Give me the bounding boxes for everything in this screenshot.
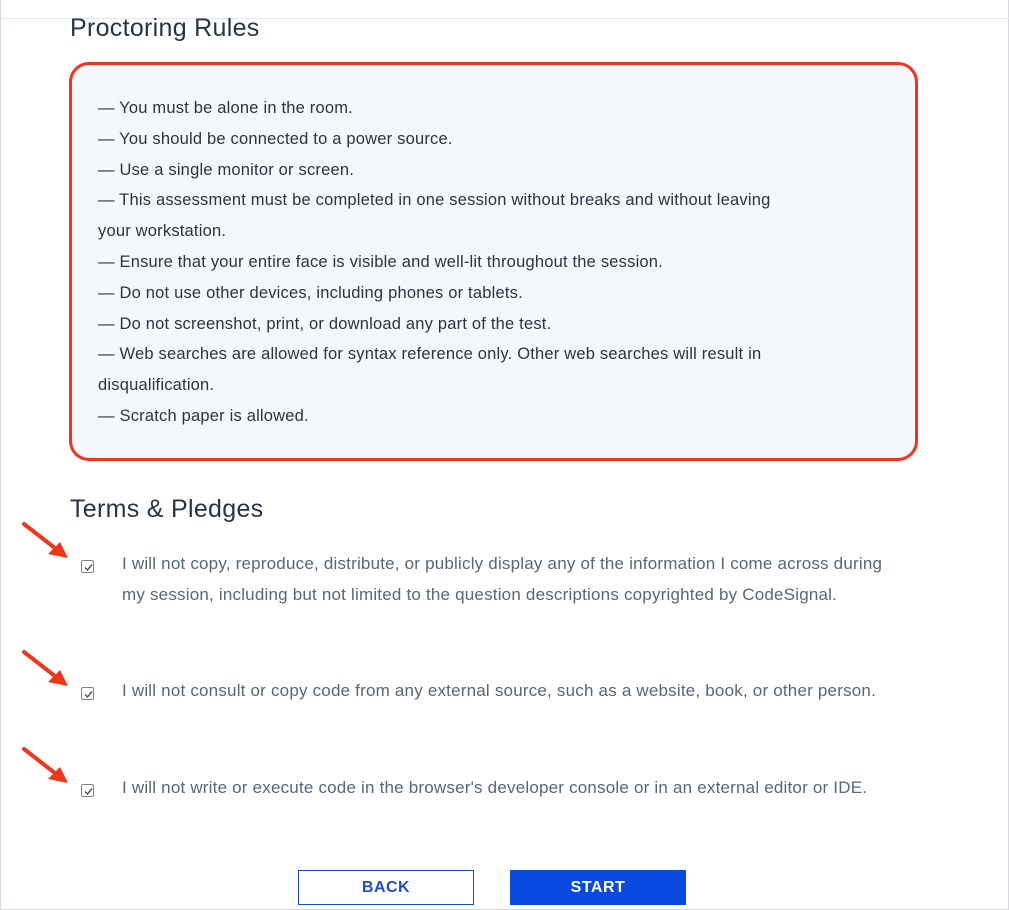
red-arrow-icon [20,648,72,690]
rule-line: — This assessment must be completed in one session without breaks and without leaving [98,191,771,210]
pledge-checkbox[interactable] [81,560,94,573]
pledge-checkbox[interactable] [81,687,94,700]
rule-line: — Do not screenshot, print, or download any part of the test. [98,314,552,333]
rule-line: — Do not use other devices, including phones or tablets. [98,283,523,302]
proctoring-rules-title: Proctoring Rules [70,14,260,42]
back-button[interactable]: BACK [298,870,474,905]
pledge-text: I will not copy, reproduce, distribute, or publicly display any of the information I come across during my session, including but not limited to the question descriptions copyrighted by CodeSignal. [122,554,883,604]
rule-line: your workstation. [98,222,227,241]
terms-pledges-title: Terms & Pledges [70,495,264,523]
start-button[interactable]: START [510,870,686,905]
pledge-text: I will not write or execute code in the browser's developer console or in an external editor or IDE. [122,778,868,797]
rule-line: disqualification. [98,376,215,395]
rule-line: — Ensure that your entire face is visible and well-lit throughout the session. [98,252,663,271]
proctoring-rules-box [69,62,918,461]
red-arrow-icon [20,520,72,562]
rule-line: — Use a single monitor or screen. [98,160,355,179]
rule-line: — Scratch paper is allowed. [98,406,309,425]
checkmark-icon [83,786,94,797]
checkmark-icon [83,562,94,573]
rule-line: — Web searches are allowed for syntax reference only. Other web searches will result in [98,345,762,364]
rule-line: — You should be connected to a power source. [98,129,453,148]
pledge-checkbox[interactable] [81,784,94,797]
rule-line: — You must be alone in the room. [98,99,353,117]
checkmark-icon [83,689,94,700]
red-arrow-icon [20,745,72,787]
pledge-text: I will not consult or copy code from any external source, such as a website, book, or other person. [122,681,877,700]
